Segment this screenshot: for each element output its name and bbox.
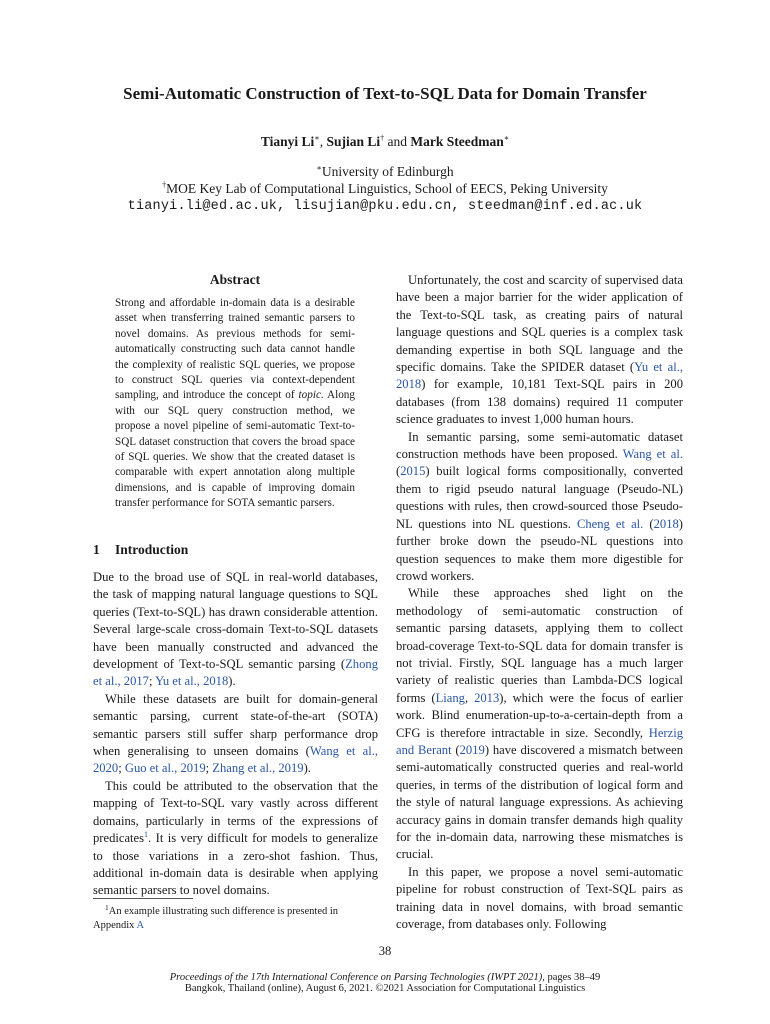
paragraph <box>93 569 378 691</box>
footnote-rule <box>93 898 193 899</box>
paragraph-text: Due to the broad use of SQL in real-world databases, the task of mapping natural language questions to SQL queries (Text-to-SQL) has drawn considerable attention. Several large-scale cross-domain Text-to-SQL datasets have been manually constructed and advanced the development of Text-to-SQL semantic parsing ( <box>93 570 378 672</box>
citation-link[interactable]: Zhang et al., 2019 <box>212 761 304 776</box>
paragraph-text: ). <box>228 674 236 689</box>
paragraph <box>396 429 683 586</box>
affiliation-edinburgh <box>0 164 770 180</box>
paragraph-text: ( <box>396 464 401 479</box>
paragraph-text: While these datasets are built for domain-general semantic parsing, current state-of-the-art (SOTA) semantic parsers still suffer sharp performance drop when generalising to unseen domains ( <box>93 691 378 759</box>
citation-link[interactable]: Cheng et al. <box>576 516 644 531</box>
author-separator: , <box>319 134 327 149</box>
citation-link[interactable]: Zhong et al., 2017 <box>93 657 378 689</box>
author-mark: † <box>380 133 385 143</box>
citation-link[interactable]: Herzig and Berant <box>396 725 683 757</box>
paragraph-text: Unfortunately, the cost and scarcity of supervised data have been a major barrier for the wider application of the Text-to-SQL task, as creating pairs of natural language questions and SQL queries is a complex task demanding expertise in both SQL language and the specific domains. Take the SPIDER dataset ( <box>396 273 683 375</box>
citation-link[interactable]: Liang <box>435 690 465 705</box>
paragraph-text: , <box>464 690 475 705</box>
paper-title: Semi-Automatic Construction of Text-to-SQL Data for Domain Transfer <box>123 84 647 103</box>
author-mark: ∗ <box>503 133 510 143</box>
author-line <box>0 134 770 150</box>
citation-link[interactable]: Wang et al., 2020 <box>93 744 378 776</box>
citation-link[interactable]: Wang et al. <box>622 447 684 462</box>
author-name: Sujian Li <box>326 134 381 149</box>
paragraph-text: In semantic parsing, some semi-automatic dataset construction methods have been proposed. <box>396 429 683 462</box>
copyright-footer: Bangkok, Thailand (online), August 6, 2021. ©2021 Association for Computational Linguistics <box>184 983 586 994</box>
citation-link[interactable]: 2013 <box>474 690 500 705</box>
citation-link[interactable]: 2019 <box>459 742 485 757</box>
affiliation-peking <box>0 181 770 197</box>
affiliation-text: MOE Key Lab of Computational Linguistics, School of EECS, Peking University <box>166 181 608 196</box>
paragraph-text: ; <box>148 674 156 689</box>
paragraph-text: ) for example, 10,181 Text-SQL pairs in 200 databases (from 138 domains) required 11 computer science graduates to invest 1,000 human hours. <box>396 377 683 427</box>
paragraph-text: ). <box>303 761 311 776</box>
paragraph-text: . It is very difficult for models to generalize to those variations in a zero-shot fashion. Thus, additional in-domain data is desirable when applying semantic parsers to novel domains. <box>93 831 378 898</box>
affiliation-mark: ∗ <box>316 163 322 173</box>
author-separator: and <box>384 134 411 149</box>
proceedings-title: Proceedings of the 17th International Conference on Parsing Technologies (IWPT 2021) <box>169 972 543 983</box>
author-emails: tianyi.li@ed.ac.uk, lisujian@pku.edu.cn, steedman@inf.ed.ac.uk <box>127 199 643 214</box>
abstract-body <box>115 296 355 512</box>
author-mark: ∗ <box>314 133 320 143</box>
paragraph-text: ) built logical forms compositionally, converted them to rigid pseudo natural language (Pseudo-NL) questions with rules, then crowd-sourced those Pseudo-NL questions into NL questions. <box>396 464 683 531</box>
citation-link[interactable]: Yu et al., 2018 <box>396 360 683 392</box>
paragraph-text: ( <box>643 516 654 531</box>
affiliation-mark: † <box>162 180 167 190</box>
paragraph <box>396 864 683 934</box>
right-column <box>396 272 683 933</box>
paragraph-text: ) further broke down the pseudo-NL questions into question sequences to make them more digestible for crowd workers. <box>396 516 683 583</box>
citation-link[interactable]: Yu et al., 2018 <box>155 674 229 689</box>
citation-link[interactable]: 2018 <box>653 516 679 531</box>
paragraph-text: While these approaches shed light on the methodology of semi-automatic construction of semantic parsing datasets, applying them to collect broad-coverage Text-to-SQL data for domain transfer is not trivial. Firstly, SQL language has a much larger variety of realistic queries than Lambda-DCS logical forms ( <box>396 586 683 705</box>
section-number: 1 <box>93 542 100 557</box>
appendix-link[interactable]: A <box>136 920 145 931</box>
paragraph-text: ; <box>205 761 213 776</box>
paragraph <box>93 778 378 900</box>
abstract-topic-term: topic <box>298 389 321 402</box>
abstract-heading: Abstract <box>209 272 261 287</box>
citation-link[interactable]: 2015 <box>400 464 426 479</box>
paragraph-text: ), which were the focus of earlier work. Blind enumeration-up-to-a-certain-depth from a CFG is therefore intractable in size. Secondly, <box>396 690 683 740</box>
footnote-number: 1 <box>105 902 109 912</box>
paragraph-text: ; <box>118 761 125 776</box>
paragraph <box>396 585 683 864</box>
proceedings-footer <box>0 972 770 983</box>
abstract-text: Strong and affordable in-domain data is a desirable asset when transferring trained semantic parsers to novel domains. As previous methods for semi-automatically constructing such data cannot handle the complexity of realistic SQL queries, we propose to construct SQL queries via context-dependent sampling, and introduce the concept of <box>115 297 355 402</box>
paragraph-text: This could be attributed to the observation that the mapping of Text-to-SQL vary vastly across different domains, particularly in terms of the expressions of predicates <box>93 778 378 846</box>
paragraph <box>396 272 683 429</box>
affiliation-text: University of Edinburgh <box>321 164 454 179</box>
author-name: Tianyi Li <box>260 134 315 149</box>
citation-link[interactable]: Guo et al., 2019 <box>124 761 206 776</box>
footnote-text: An example illustrating such difference is presented in Appendix <box>93 906 339 931</box>
footnote <box>93 902 378 933</box>
proceedings-pages: , pages 38–49 <box>542 972 601 983</box>
abstract-text: . Along with our SQL query construction method, we propose a novel pipeline of semi-automatic Text-to-SQL dataset construction that covers the broad space of SQL queries. We show that the created dataset is comparable with expert annotation along multiple dimensions, and is capable of improving domain transfer performance for SOTA semantic parsers. <box>115 389 355 510</box>
paragraph-text: ( <box>451 742 460 757</box>
page-number: 38 <box>378 944 392 958</box>
section-heading-introduction <box>93 542 378 558</box>
paragraph-text: In this paper, we propose a novel semi-automatic pipeline for robust construction of Text-SQL pairs as training data in novel domains, with broad semantic coverage, from databases only. Following <box>396 864 683 932</box>
paragraph <box>93 691 378 778</box>
author-name: Mark Steedman <box>410 134 504 149</box>
left-column <box>93 569 378 900</box>
footnote-marker[interactable]: 1 <box>144 829 149 839</box>
paragraph-text: ) have discovered a mismatch between semi-automatically constructed queries and real-world queries, in terms of the distribution of logical form and the style of natural language expressions. As achieving accuracy gains in domain transfer demands high quality for the in-domain data, narrowing these mismatches is crucial. <box>396 742 684 862</box>
section-title: Introduction <box>115 542 189 557</box>
